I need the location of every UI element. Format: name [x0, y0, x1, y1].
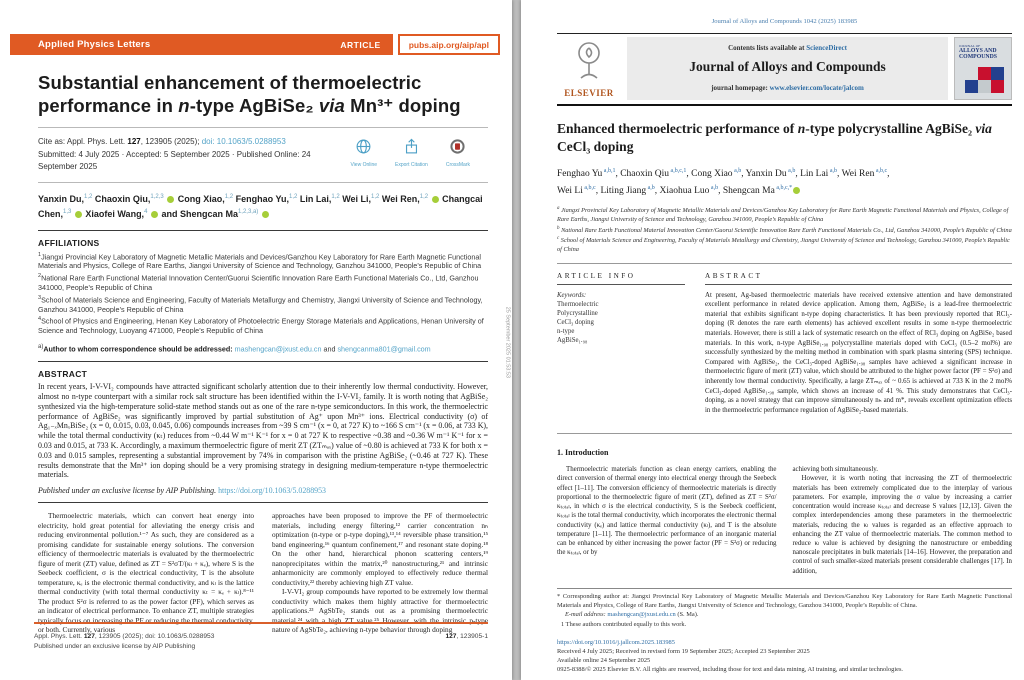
cite-dates: Submitted: 4 July 2025 · Accepted: 5 September 2025 · Published Online: 24 September 2025: [38, 149, 311, 171]
email-suffix: (S. Ma).: [675, 611, 699, 619]
author-affiliation-marks: a,b: [786, 168, 796, 174]
export-citation-button[interactable]: [395, 138, 428, 168]
author-affiliation-marks: a,b: [828, 168, 837, 174]
author-name: Shengcan Ma: [722, 186, 775, 197]
globe-icon: [355, 138, 372, 160]
author-affiliation-marks: 1,2,3: [150, 193, 164, 200]
author: [557, 169, 620, 179]
corresponding-author-note: * Corresponding author at: Jiangxi Provincial Key Laboratory of Magnetic Metallic Materials and Devices/Ganzhou Key Laboratory for Rare Earth Magnetic Functional Materials and Physics, College of Rare Earths, Jiangxi University of Science and Technology, Ganzhou 341000, People’s Republic of China.: [557, 592, 1012, 609]
orcid-icon[interactable]: [75, 211, 82, 218]
footnotes-block: [557, 588, 1012, 630]
author-name: Xiaofei Wang,: [85, 208, 145, 219]
author: [95, 194, 178, 204]
citation-row: [38, 134, 488, 176]
download-timestamp-watermark: 25 September 2025 01:53:53: [504, 306, 510, 378]
body-paragraph: approaches have been proposed to improve the PF of thermoelectric materials, including energy filtering,¹² carrier concentration nₕ optimization (n-type or p-type doping),¹³,¹⁴ reversible phase transition,¹⁵ band engineering,¹⁶ quantum confinement,¹⁷ and resonant state doping.¹⁸ On the other hand, hierarchical phonon scattering centers,¹⁹ nanoprecipitates within the matrix,²⁰ nanostructuring,²¹ and intrinsic anharmonicity are commonly employed to effectively reduce thermal conductivity,²² thereby achieving high ZT value.: [272, 511, 488, 587]
title-italic-n: n: [178, 95, 190, 116]
author: [300, 194, 342, 204]
author-affiliation-marks: a,b,c: [582, 185, 596, 192]
cover-square: [991, 80, 1004, 93]
affiliation-number: 2: [38, 273, 42, 280]
keywords-list: [557, 300, 685, 345]
author-affiliation-marks: a,b,c: [874, 168, 888, 174]
contents-text: Contents lists available at: [728, 44, 807, 52]
keyword-item: AgBiSe₁.₉₈: [557, 336, 588, 344]
affiliation-text: School of Physics and Engineering, Henan Key Laboratory of Photoelectric Energy Storage Materials and Applications, Henan University of Science and Technology, Luoyang 471000, People’s Republic of China: [38, 316, 484, 336]
elsevier-logo: [557, 37, 621, 100]
title-text: Mn³⁺ doping: [344, 95, 461, 116]
doi-link[interactable]: doi: 10.1063/5.0288953: [201, 137, 286, 146]
footer-text: Appl. Phys. Lett.: [34, 633, 84, 640]
journal-header-block: [557, 33, 1012, 100]
author-name: Yanxin Du,: [38, 193, 85, 204]
author-affiliation-marks: 1,3: [63, 208, 72, 215]
correspondence-joiner: and: [321, 344, 338, 354]
author: [236, 194, 300, 204]
email-note: [557, 611, 1012, 620]
body-paragraph: Thermoelectric materials function as clean energy carriers, enabling the direct conversion of thermal energy into electrical energy through the Seebeck effect [1–11]. The conversion efficiency of thermoelectric materials is directly proportional to the thermoelectric figure of merit (ZT), defined as ZT = S²σ/κₜₒₜₐₗ, in which σ is the electrical conductivity, S is the Seebeck coefficient, κₜₒₜₐₗ is the total thermal conductivity, which incorporates the electronic thermal conductivity (κₑ) and lattice thermal conductivity (κₗ), and T is the absolute temperature [1–11]. The thermoelectric performance of an inorganic material can be enhanced by either increasing the power factor (PF = S²σ) or reducing the κₜₒₜₐₗ, or by: [557, 466, 777, 557]
introduction-heading: 1. Introduction: [557, 448, 609, 458]
aip-header-bar: [10, 34, 393, 55]
author: [382, 194, 442, 204]
body-paragraph: achieving both simultaneously.: [792, 466, 878, 474]
author-name: Lin Lai,: [299, 193, 332, 204]
author-separator: ,: [795, 169, 801, 180]
journal-cover-thumbnail: [954, 37, 1012, 100]
journal-masthead: Journal of Alloys and Compounds 1042 (2025) 183985: [711, 18, 858, 25]
author-name: Fenghao Yu,: [235, 193, 289, 204]
author-name: Wei Ren: [841, 169, 875, 180]
article-type-label: ARTICLE: [340, 39, 381, 50]
title-text: Enhanced thermoelectric performance of: [557, 121, 798, 136]
author-name: Cong Xiao,: [177, 193, 225, 204]
license-text: Published under an exclusive license by AIP Publishing.: [38, 486, 217, 496]
author-name: Xiaohua Luo: [659, 186, 710, 197]
author: [161, 209, 269, 219]
author-affiliation-marks: a,b,c,1: [669, 168, 687, 174]
abstract-text: In recent years, I-V-VI₂ compounds have attracted significant scholarly attention due to their inherently low thermal conductivity. However, almost no n-type counterpart with a similar rock salt structure has been identified within the I-V-VI₂ family. It is worth noting that AgBiSe₂ synthesized via the high-temperature solid-state method stands out as one of the rare n-type semiconductors. In this work, the thermoelectric performance of AgBiSe₂ was significantly improved by partial substitution of Ag⁺ upon Mn³⁺ ions. Electrical conductivity (σ) of Ag₁₋ₓMnₓBiSe₂ (x = 0, 0.015, 0.03, 0.045, 0.06) compounds increases from ~39 S cm⁻¹ (x = 0, at 727 K) to ~166 S cm⁻¹ (x = 0.06, at 733 K), while the total thermal conductivity (κₜ) reduces from ~0.44 W m⁻¹ K⁻¹ for x = 0 at 727 K to respective ~0.38 and ~0.36 W m⁻¹ K⁻¹ for x = 0.03 and 0.015, at 733 K. Accordingly, a maximum thermoelectric figure of merit ZT (ZTₘₐₓ) value of ~0.80 is achieved at 733 K for both x = 0.03 and 0.015 samples, representing a substantial improvement by 74% in comparison with the pristine AgBiSe₂ (~0.46 at 727 K). These results demonstrate that the Mn³⁺ ion doping should be a very promising strategy in designing medium-temperature n-type thermoelectric materials.: [38, 382, 488, 480]
title-text: Substantial enhancement of thermoelectric performance in: [38, 72, 422, 116]
title-italic-n: n: [797, 121, 806, 136]
cover-square: [978, 80, 991, 93]
view-online-label: View Online: [350, 162, 378, 168]
affiliation-text: School of Materials Science and Engineering, Faculty of Materials Metallurgy and Chemistry, Jiangxi University of Science and Technology, Ganzhou 341000, People’s Republic of China: [557, 237, 1010, 253]
cover-title: ALLOYS AND COMPOUNDS: [959, 48, 997, 61]
intro-column-1: [557, 465, 777, 575]
author-name: and Shengcan Ma: [161, 208, 238, 219]
affiliation-number: 1: [38, 251, 42, 258]
cite-text: Cite as: Appl. Phys. Lett.: [38, 137, 128, 146]
citation-block: [38, 136, 338, 174]
author-separator: ,: [836, 169, 842, 180]
crossmark-label: CrossMark: [445, 162, 470, 168]
author-separator: ,: [654, 186, 660, 197]
author-name: Changcai Chen,: [38, 193, 483, 219]
author-affiliation-marks: 1,2: [419, 193, 429, 200]
authors-line: [557, 164, 897, 198]
elsevier-tree-icon: [569, 38, 609, 87]
author: [800, 169, 842, 179]
license-doi-link[interactable]: https://doi.org/10.1063/5.0288953: [218, 486, 326, 496]
author-affiliation-marks: a,b: [709, 185, 719, 192]
equal-contribution-note: 1 These authors contributed equally to this work.: [561, 621, 687, 629]
orcid-icon[interactable]: [151, 211, 158, 218]
orcid-icon[interactable]: [793, 187, 800, 194]
author-name: Wei Ren,: [381, 193, 420, 204]
cover-kicker: JOURNAL OF: [959, 44, 981, 48]
cover-square: [965, 67, 978, 80]
keyword-item: n-type: [557, 327, 575, 335]
cover-square: [991, 67, 1004, 80]
author: [178, 194, 236, 204]
author-name: Cong Xiao: [691, 169, 733, 180]
homepage-text: journal homepage:: [711, 84, 770, 92]
body-column-2: [272, 511, 488, 635]
author-affiliation-marks: 4: [144, 208, 148, 215]
paper-title: [557, 120, 1012, 156]
divider: [38, 361, 488, 362]
cover-square: [965, 80, 978, 93]
affiliation-item: [557, 235, 1012, 254]
affiliation-letter: b: [557, 225, 560, 231]
body-paragraph: Thermoelectric materials, which can convert heat energy into electricity, hold great potential for alleviating the energy crisis and reducing environmental pollution.¹⁻⁷ As such, they are considered as a promising candidate for sustainable energy solutions. The conversion efficiency of thermoelectric materials is evaluated by the thermoelectric figure of merit (ZT) value, defined as ZT = S²σT/(κₗ + κₑ), where S is the Seebeck coefficient, σ is the electrical conductivity, T is the absolute temperature, κₑ is the electronic thermal conductivity, and κₗ is the lattice thermal conductivity (with total thermal conductivity κₜ = κₑ + κₗ).⁸⁻¹¹ The product S²σ is referred to as the power factor (PF), which serves as an indicator of electrical performance. To enhance ZT, multiple strategies typically focus on increasing the PF or reducing the thermal conductivity, or both. Currently, various: [38, 511, 254, 635]
journal-homepage-link[interactable]: www.elsevier.com/locate/jalcom: [769, 84, 864, 92]
author-name: Chaoxin Qiu: [620, 169, 670, 180]
divider: [38, 502, 488, 503]
author-separator: ,: [887, 169, 890, 180]
affiliations-list: [38, 251, 488, 336]
keyword-item: Polycrystalline: [557, 309, 598, 317]
export-citation-label: Export Citation: [395, 162, 428, 168]
article-actions: [350, 138, 470, 168]
cover-pattern: [965, 67, 1007, 93]
affiliation-item: [38, 251, 488, 272]
crossmark-button[interactable]: [446, 138, 470, 168]
email-link[interactable]: mashengcan@jxust.edu.cn: [607, 611, 676, 619]
title-italic-via: via: [318, 95, 345, 116]
correspondence-text: Author to whom correspondence should be addressed:: [43, 344, 233, 354]
info-abstract-section: [557, 264, 1012, 426]
divider: [38, 127, 488, 128]
title-text: CeCl₃ doping: [557, 139, 634, 154]
abstract-heading: ABSTRACT: [705, 272, 1012, 285]
divider: [557, 104, 1012, 106]
author-separator: ,: [741, 169, 746, 180]
correspondence-marker: a): [38, 343, 44, 350]
divider: [38, 182, 488, 183]
publication-info: [557, 638, 1012, 674]
keywords-block: [557, 291, 685, 345]
title-text: -type polycrystalline AgBiSe₂: [805, 121, 976, 136]
affiliation-letter: c: [557, 236, 560, 242]
cite-line: [38, 136, 338, 149]
affiliation-item: [38, 315, 488, 336]
body-paragraph: However, it is worth noting that increasing the ZT of thermoelectric materials has been extremely complicated due to the interplay of various parameters. For example, improving the σ value by increasing a carrier concentration would increase κₜₒₜₐₗ and decrease S values [12,13]. Given the complex interdependencies among these parameters in the thermoelectric materials, reducing the κₗ values is regarded as an effective approach to enhancing the ZT value of thermoelectric materials. The common method to reduce κₗ value is achieved by designing the nanostructure or embedding nanoscale precipitates in bulk materials [14–16]. However, the preparation and control of such smaller-sized materials present considerable challenges [17]. In addition,: [792, 475, 1012, 575]
cite-text: , 123905 (2025);: [140, 137, 202, 146]
author-separator: ,: [718, 186, 723, 197]
affiliation-item: [557, 225, 1012, 236]
elsevier-wordmark: ELSEVIER: [564, 88, 614, 98]
author-affiliation-marks: 1,2,3,a): [237, 208, 259, 215]
footer-page-number: [445, 633, 488, 650]
journal-name: Applied Physics Letters: [38, 39, 151, 50]
author-name: Liting Jiang: [600, 186, 647, 197]
author: [85, 209, 161, 219]
author-name: Chaoxin Qiu,: [94, 193, 151, 204]
author-affiliation-marks: a,b: [732, 168, 742, 174]
affiliation-text: Jiangxi Provincial Key Laboratory of Magnetic Metallic Materials and Devices/Ganzhou Key Laboratory for Rare Earth Magnetic Functional Materials and Physics, College of Rare Earths, Jiangxi University of Science and Technology, Ganzhou 341000, People’s Republic of China: [557, 207, 1009, 223]
author-affiliation-marks: 1,2: [288, 193, 298, 200]
author-separator: ,: [615, 169, 621, 180]
footer-text: , 123905 (2025); doi: 10.1063/5.0288953: [94, 633, 215, 640]
author: [557, 186, 600, 196]
journal-url-link[interactable]: pubs.aip.org/aip/apl: [398, 34, 500, 55]
intro-column-2: [793, 465, 1013, 575]
affiliation-item: [38, 294, 488, 315]
author: [746, 169, 800, 179]
footer-volume: 127: [83, 633, 95, 640]
right-page-elsevier-article: [521, 0, 1024, 680]
author-affiliation-marks: 1,2: [331, 193, 340, 200]
author-name: Wei Li,: [342, 193, 372, 204]
received-dates: Received 4 July 2025; Received in revised form 19 September 2025; Accepted 23 September 2025: [557, 647, 810, 655]
affiliation-text: Jiangxi Provincial Key Laboratory of Magnetic Metallic Materials and Devices/Ganzhou Key Laboratory for Rare Earth Magnetic Functional Materials and Physics, College of Rare Earths, Jiangxi University of Science and Technology, Ganzhou 341000, People’s Republic of China: [38, 251, 482, 271]
article-info-heading: ARTICLE INFO: [557, 272, 685, 285]
orcid-icon[interactable]: [262, 211, 269, 218]
author-affiliation-marks: 1,2: [371, 193, 380, 200]
author: [38, 194, 95, 204]
email-link-2[interactable]: shengcanma801@gmail.com: [337, 344, 431, 354]
crossmark-icon: [449, 138, 466, 160]
export-icon: [403, 138, 420, 160]
article-doi-link[interactable]: https://doi.org/10.1016/j.jallcom.2025.183985: [557, 638, 675, 646]
license-line: [38, 486, 488, 495]
authors-line: [38, 189, 488, 223]
author-affiliation-marks: a,b,1: [602, 168, 616, 174]
keyword-item: Thermoelectric: [557, 300, 599, 308]
orcid-icon[interactable]: [432, 196, 439, 203]
correspondence-note: [38, 342, 488, 354]
footer-page-vol: 127: [445, 633, 457, 640]
affiliation-letter: a: [557, 206, 560, 212]
sciencedirect-link[interactable]: ScienceDirect: [806, 44, 847, 52]
email-label: E-mail address:: [565, 611, 608, 619]
affiliation-item: [38, 272, 488, 293]
keywords-label: Keywords:: [557, 291, 587, 299]
homepage-line: [633, 84, 942, 92]
keyword-item: CeCl₃ doping: [557, 318, 594, 326]
journal-banner: [627, 37, 948, 100]
orcid-icon[interactable]: [167, 196, 174, 203]
affiliation-text: National Rare Earth Functional Material Innovation Center/Guorui Scientific Innovation Rare Earth Functional Materials Co., Ltd, Ganzhou 341000, People’s Republic of China: [559, 226, 1012, 234]
affiliation-number: 3: [38, 294, 42, 301]
author: [691, 169, 746, 179]
affiliations-list: [557, 205, 1012, 254]
affiliation-number: 4: [38, 316, 42, 323]
author: [842, 169, 890, 179]
cite-volume: 127: [127, 137, 141, 146]
author: [723, 186, 801, 196]
view-online-button[interactable]: [350, 138, 377, 168]
author: [660, 186, 723, 196]
author-name: Fenghao Yu: [557, 169, 603, 180]
author-affiliation-marks: a,b: [646, 185, 655, 192]
divider: [38, 230, 488, 231]
author: [620, 169, 691, 179]
author: [342, 194, 382, 204]
author-name: Wei Li: [557, 186, 583, 197]
affiliation-text: National Rare Earth Functional Material Innovation Center/Guorui Scientific Innovation Rare Earth Functional Materials Co., Ltd, Ganzhou 341000, People’s Republic of China: [38, 273, 479, 293]
title-text: -type AgBiSe₂: [189, 95, 319, 116]
journal-title: Journal of Alloys and Compounds: [689, 59, 886, 74]
author-name: Lin Lai: [800, 169, 829, 180]
affiliation-item: [557, 205, 1012, 224]
author: [600, 186, 659, 196]
affiliations-heading: AFFILIATIONS: [38, 237, 100, 248]
article-info-column: [557, 272, 685, 416]
paper-title: [38, 71, 478, 117]
author-affiliation-marks: 1,2: [224, 193, 234, 200]
body-columns: [38, 511, 488, 635]
contents-line: [633, 44, 942, 52]
title-italic-via: via: [975, 121, 992, 136]
footer-page-num: , 123905-1: [456, 633, 488, 640]
author-affiliation-marks: 1,2: [84, 193, 93, 200]
author-separator: ,: [595, 186, 601, 197]
aip-header: [10, 34, 500, 55]
abstract-column: [705, 272, 1012, 416]
affiliation-text: School of Materials Science and Engineering, Faculty of Materials Metallurgy and Chemistry, Jiangxi University of Science and Technology, Ganzhou 341000, People’s Republic of China: [38, 295, 483, 314]
abstract-heading: ABSTRACT: [38, 369, 88, 380]
email-link-1[interactable]: mashengcan@jxust.edu.cn: [234, 344, 322, 354]
abstract-text: At present, Ag-based thermoelectric materials have received extensive attention and have demonstrated excellent performance in related device application. Among them, AgBiSe₂ is a lead-free thermoelectric material that exhibits significant n-type doping characteristics. It has been previously reported that RCl₃-doping (R denotes the rare earth elements) has achieved excellent results in some n-type thermoelectric materials. However, there is still a lack of systematic research on the effect of RCl₃ doping on AgBiSe₂ based materials. In this work, n-type AgBiSe₁.₉₈ polycrystalline materials doped with CeCl₃ (0.5–2 mol%) are successfully synthesized by the melting method in combination with spark plasma sintering (SPS) technique. Compared with AgBiSe₂, the CeCl₃-doped AgBiSe₁.₉₈ samples have achieved a significant increase in thermoelectric figure of merit (ZT) value, which should be attributed to the higher power factor (PF = S²σ) and inherently low thermal conductivity. Specifically, a large ZTₘₐₓ of ~ 0.65 is achieved at 733 K in the 2 mol% CeCl₃-doped AgBiSe₁.₉₈ sample, which shows an increase of 41 %. This study demonstrates that CeCl₃-doping, as a novel strategy that can improve simultaneously nₕ and m*, reveals excellent optimization effects in the thermoelectric performance regulation of AgBiSe₂-based materials.: [705, 291, 1012, 414]
footer-license: Published under an exclusive license by AIP Publishing: [34, 643, 196, 650]
introduction-columns: [557, 465, 1012, 575]
author-separator: ,: [686, 169, 692, 180]
divider: [557, 433, 1012, 434]
available-online: Available online 24 September 2025: [557, 656, 651, 664]
body-column-1: [38, 511, 254, 635]
copyright-line: 0925-8388/© 2025 Elsevier B.V. All rights are reserved, including those for text and data mining, AI training, and similar technologies.: [557, 665, 904, 673]
cover-square: [978, 67, 991, 80]
footer-citation: [34, 633, 214, 650]
body-paragraph: I-V-VI₂ group compounds have reported to be extremely low thermal conductivity which makes them highly attractive for thermoelectric applications.²³ AgSbTe₂ stands out as a promising thermoelectric material,²⁴ with a high ZT value.²⁵ However, with the intrinsic p-type nature of AgSbTe₂, achieving n-type behavior through doping: [272, 587, 488, 635]
page-footer: [34, 622, 488, 650]
author-name: Yanxin Du: [745, 169, 787, 180]
author-affiliation-marks: a,b,c,*: [774, 185, 793, 192]
